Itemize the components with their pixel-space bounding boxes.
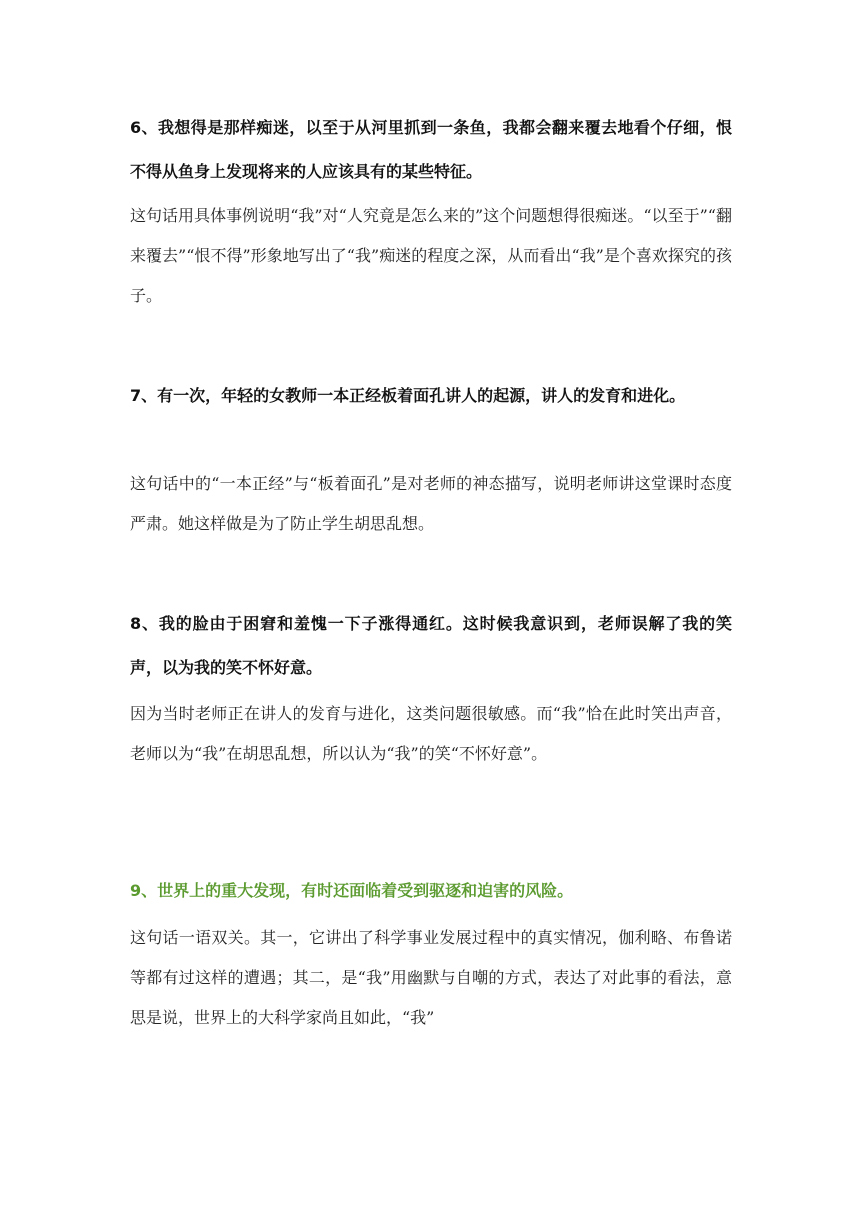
question-7: 7、有一次，年轻的女教师一本正经板着面孔讲人的起源，讲人的发育和进化。 bbox=[130, 386, 686, 405]
answer-9: 这句话一语双关。其一，它讲出了科学事业发展过程中的真实情况，伽利略、布鲁诺等都有过这样的遭遇；其二，是“我”用幽默与自嘲的方式，表达了对此事的看法，意思是说，世界上的大科学家尚且如此，“我” bbox=[130, 928, 732, 1027]
answer-8: 因为当时老师正在讲人的发育与进化，这类问题很敏感。而“我”恰在此时笑出声音，老师以为“我”在胡思乱想，所以认为“我”的笑“不怀好意”。 bbox=[130, 704, 732, 763]
answer-6: 这句话用具体事例说明“我”对“人究竟是怎么来的”这个问题想得很痴迷。“以至于”“翻来覆去”“恨不得”形象地写出了“我”痴迷的程度之深，从而看出“我”是个喜欢探究的孩子。 bbox=[130, 206, 732, 305]
question-8: 8、我的脸由于困窘和羞愧一下子涨得通红。这时候我意识到，老师误解了我的笑声，以为我的笑不怀好意。 bbox=[130, 614, 732, 677]
question-6: 6、我想得是那样痴迷，以至于从河里抓到一条鱼，我都会翻来覆去地看个仔细，恨不得从鱼身上发现将来的人应该具有的某些特征。 bbox=[130, 118, 732, 181]
question-9: 9、世界上的重大发现，有时还面临着受到驱逐和迫害的风险。 bbox=[130, 881, 574, 900]
answer-7: 这句话中的“一本正经”与“板着面孔”是对老师的神态描写，说明老师讲这堂课时态度严肃。她这样做是为了防止学生胡思乱想。 bbox=[130, 474, 732, 533]
